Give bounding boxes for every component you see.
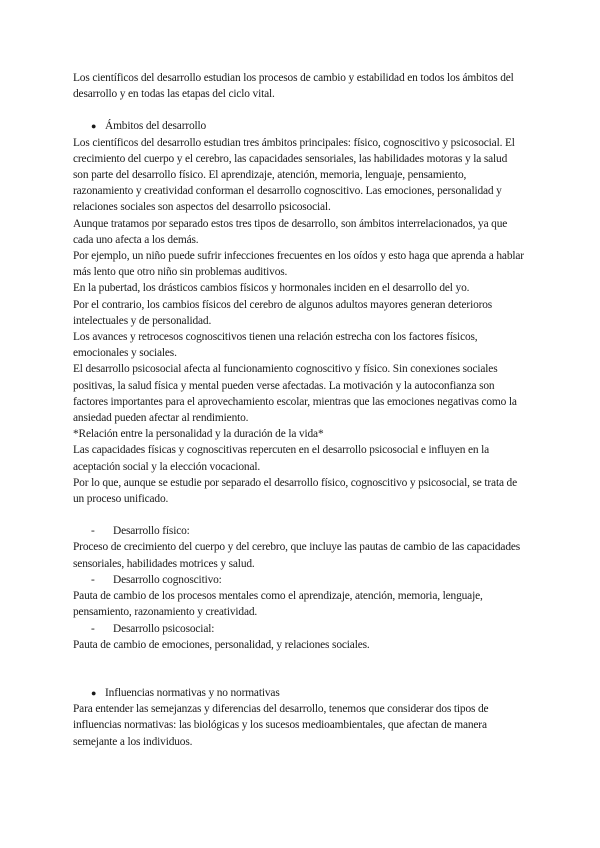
paragraph: *Relación entre la personalidad y la duración de la vida*: [73, 428, 324, 441]
spacer: [73, 102, 525, 118]
section-title: Influencias normativas y no normativas: [105, 686, 280, 699]
paragraph: El desarrollo psicosocial afecta al funcionamiento cognoscitivo y físico. Sin conexiones sociales positivas, la salud física y mental pueden verse afectadas. La motivación y la autoconfianza son factores importantes para el aprovechamiento escolar, mientras que las emociones negativas como la ansiedad pueden afectar al rendimiento.: [73, 363, 517, 425]
subsection-title: Desarrollo cognoscitivo:: [113, 573, 222, 586]
intro-paragraph: Los científicos del desarrollo estudian los procesos de cambio y estabilidad en todos los ámbitos del desarrollo y en todas las etapas del ciclo vital.: [73, 72, 514, 101]
document-page: [73, 70, 525, 750]
subsection-text: Proceso de crecimiento del cuerpo y del cerebro, que incluye las pautas de cambio de las capacidades sensoriales, habilidades motrices y salud.: [73, 541, 521, 570]
dash-icon: -: [91, 622, 95, 635]
subsection-heading-fisico: [73, 523, 525, 539]
paragraph: Los avances y retrocesos cognoscitivos tienen una relación estrecha con los factores físicos, emocionales y sociales.: [73, 331, 478, 360]
bullet-icon: ●: [91, 687, 97, 698]
spacer: [73, 507, 525, 523]
bullet-icon: ●: [91, 121, 97, 132]
paragraph: En la pubertad, los drásticos cambios físicos y hormonales inciden en el desarrollo del yo.: [73, 282, 470, 295]
subsection-title: Desarrollo físico:: [113, 525, 190, 538]
dash-icon: -: [91, 525, 95, 538]
paragraph: Aunque tratamos por separado estos tres tipos de desarrollo, son ámbitos interrelacionados, ya que cada uno afecta a los demás.: [73, 217, 508, 246]
paragraph: Las capacidades físicas y cognoscitivas repercuten en el desarrollo psicosocial e influyen en la aceptación social y la elección vocacional.: [73, 444, 490, 473]
spacer: [73, 653, 525, 685]
subsection-title: Desarrollo psicosocial:: [113, 622, 215, 635]
paragraph: Para entender las semejanzas y diferencias del desarrollo, tenemos que considerar dos tipos de influencias normativas: las biológicas y los sucesos medioambientales, que afectan de manera semejante a los individuos.: [73, 703, 489, 748]
subsection-text: Pauta de cambio de los procesos mentales como el aprendizaje, atención, memoria, lenguaje, pensamiento, razonamiento y creatividad.: [73, 590, 483, 619]
paragraph: Por el contrario, los cambios físicos del cerebro de algunos adultos mayores generan deterioros intelectuales y de personalidad.: [73, 298, 493, 327]
subsection-text: Pauta de cambio de emociones, personalidad, y relaciones sociales.: [73, 638, 370, 651]
section-title: Ámbitos del desarrollo: [105, 120, 207, 133]
paragraph: Los científicos del desarrollo estudian tres ámbitos principales: físico, cognoscitivo y psicosocial. El crecimiento del cuerpo y el cerebro, las capacidades sensoriales, las habilidades motoras y la salud son parte del desarrollo físico. El aprendizaje, atención, memoria, lenguaje, pensamiento, razonamiento y creatividad conforman el desarrollo cognoscitivo. Las emociones, personalidad y relaciones sociales son aspectos del desarrollo psicosocial.: [73, 136, 515, 214]
subsection-heading-psicosocial: [73, 621, 525, 637]
paragraph: Por lo que, aunque se estudie por separado el desarrollo físico, cognoscitivo y psicosocial, se trata de un proceso unificado.: [73, 476, 518, 506]
section-heading-ambitos: [73, 118, 525, 134]
subsection-heading-cognoscitivo: [73, 572, 525, 588]
section-heading-influencias: [73, 685, 525, 701]
dash-icon: -: [91, 573, 95, 586]
paragraph: Por ejemplo, un niño puede sufrir infecciones frecuentes en los oídos y esto haga que aprenda a hablar más lento que otro niño sin problemas auditivos.: [73, 250, 524, 279]
